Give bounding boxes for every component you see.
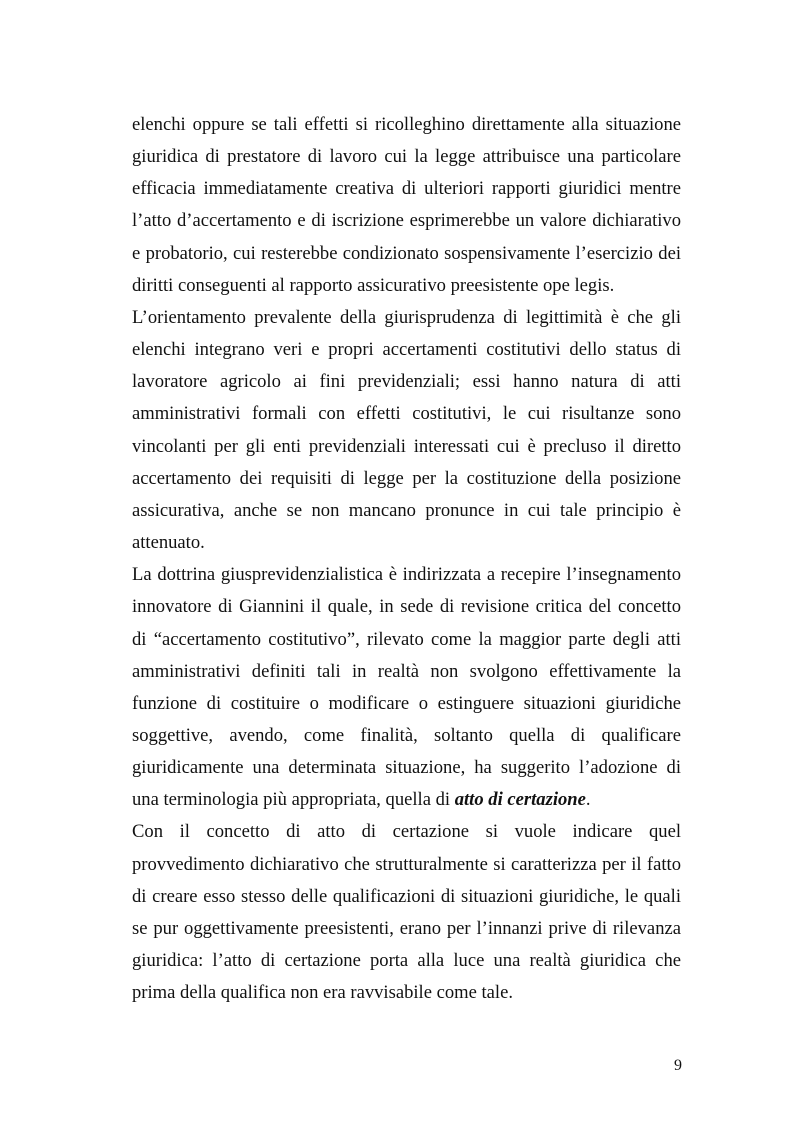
- emphasized-term: atto di certazione: [454, 789, 586, 811]
- paragraph-2: [132, 302, 681, 559]
- text-line: se pur oggettivamente preesistenti, erano per l’innanzi prive di rilevanza: [132, 917, 681, 939]
- text-line: amministrativi formali con effetti costitutivi, le cui risultanze sono: [132, 403, 681, 425]
- text-run: una terminologia più appropriata, quella di: [132, 789, 455, 811]
- text-line: attenuato.: [132, 532, 205, 554]
- paragraph-4: [132, 816, 681, 1009]
- text-line: soggettive, avendo, come finalità, soltanto quella di qualificare: [132, 724, 681, 746]
- text-line: funzione di costituire o modificare o estinguere situazioni giuridiche: [132, 692, 681, 714]
- text-line: di creare esso stesso delle qualificazioni di situazioni giuridiche, le quali: [132, 885, 681, 907]
- paragraph-1: [132, 109, 681, 302]
- text-line: elenchi oppure se tali effetti si ricolleghino direttamente alla situazione: [132, 114, 681, 135]
- text-line: e probatorio, cui resterebbe condizionato sospensivamente l’esercizio dei: [132, 242, 681, 264]
- text-line: giuridica di prestatore di lavoro cui la legge attribuisce una particolare: [132, 146, 681, 168]
- text-line: Con il concetto di atto di certazione si vuole indicare quel: [132, 821, 681, 843]
- text-line: La dottrina giusprevidenzialistica è indirizzata a recepire l’insegnamento: [132, 564, 681, 586]
- text-line: innovatore di Giannini il quale, in sede di revisione critica del concetto: [132, 596, 681, 618]
- text-line: provvedimento dichiarativo che strutturalmente si caratterizza per il fatto: [132, 853, 681, 875]
- text-line: giuridicamente una determinata situazione, ha suggerito l’adozione di: [132, 757, 681, 779]
- text-line: assicurativa, anche se non mancano pronunce in cui tale principio è: [132, 499, 681, 521]
- text-line: efficacia immediatamente creativa di ulteriori rapporti giuridici mentre: [132, 178, 681, 200]
- text-line: l’atto d’accertamento e di iscrizione esprimerebbe un valore dichiarativo: [132, 210, 681, 232]
- paragraph-3: [132, 559, 681, 816]
- text-run: .: [585, 789, 591, 811]
- text-line: giuridica: l’atto di certazione porta alla luce una realtà giuridica che: [132, 950, 681, 972]
- text-line: accertamento dei requisiti di legge per la costituzione della posizione: [132, 467, 681, 489]
- text-line: L’orientamento prevalente della giurisprudenza di legittimità è che gli: [132, 306, 681, 328]
- text-line: amministrativi definiti tali in realtà non svolgono effettivamente la: [132, 660, 681, 682]
- text-line: diritti conseguenti al rapporto assicurativo preesistente ope legis.: [132, 274, 615, 296]
- page-number: 9: [674, 1057, 682, 1074]
- text-line: elenchi integrano veri e propri accertamenti costitutivi dello status di: [132, 339, 681, 361]
- text-line: lavoratore agricolo ai fini previdenziali; essi hanno natura di atti: [132, 371, 681, 393]
- body-text: [132, 109, 681, 1009]
- text-line: vincolanti per gli enti previdenziali interessati cui è precluso il diretto: [132, 435, 681, 457]
- text-line: [132, 784, 681, 816]
- text-line: di “accertamento costitutivo”, rilevato come la maggior parte degli atti: [132, 628, 681, 650]
- text-line: prima della qualifica non era ravvisabile come tale.: [132, 982, 513, 1004]
